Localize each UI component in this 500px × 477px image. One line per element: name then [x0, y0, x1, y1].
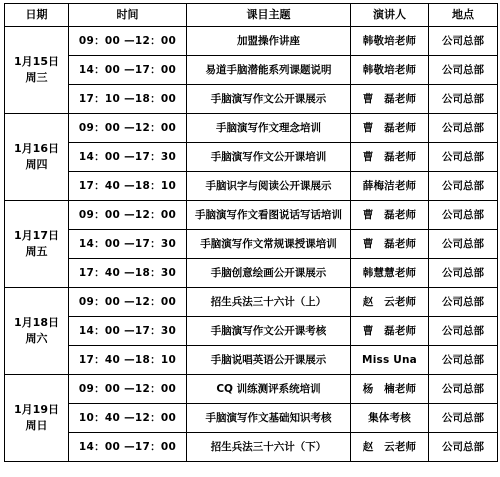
table-row [5, 259, 498, 288]
topic-cell: 招生兵法三十六计（上） [187, 288, 351, 317]
lecturer-cell: 韩慧慧老师 [351, 259, 429, 288]
date-cell [5, 375, 69, 462]
location-cell: 公司总部 [429, 172, 498, 201]
schedule-table [4, 3, 498, 462]
lecturer-cell: 曹 磊老师 [351, 143, 429, 172]
topic-cell: 加盟操作讲座 [187, 27, 351, 56]
time-cell: 09：00 —12：00 [69, 201, 187, 230]
date-cell [5, 288, 69, 375]
table-row [5, 27, 498, 56]
weekday-label: 周四 [25, 158, 48, 171]
location-cell: 公司总部 [429, 230, 498, 259]
time-cell: 14：00 —17：30 [69, 317, 187, 346]
date-label: 1月16日 [14, 142, 59, 155]
lecturer-cell: 曹 磊老师 [351, 114, 429, 143]
topic-cell: 手脑演写作文公开课培训 [187, 143, 351, 172]
time-cell: 17：40 —18：10 [69, 172, 187, 201]
table-row [5, 85, 498, 114]
header-row [5, 4, 498, 27]
time-cell: 14：00 —17：00 [69, 433, 187, 462]
location-cell: 公司总部 [429, 56, 498, 85]
topic-cell: 招生兵法三十六计（下） [187, 433, 351, 462]
topic-cell: 手脑识字与阅读公开课展示 [187, 172, 351, 201]
header-lecturer: 演讲人 [351, 4, 429, 27]
lecturer-cell: 集体考核 [351, 404, 429, 433]
location-cell: 公司总部 [429, 259, 498, 288]
lecturer-cell: 赵 云老师 [351, 433, 429, 462]
header-time: 时间 [69, 4, 187, 27]
topic-cell: 手脑创意绘画公开课展示 [187, 259, 351, 288]
location-cell: 公司总部 [429, 143, 498, 172]
table-row [5, 201, 498, 230]
time-cell: 14：00 —17：00 [69, 56, 187, 85]
date-label: 1月15日 [14, 55, 59, 68]
topic-cell: 手脑演写作文公开课展示 [187, 85, 351, 114]
location-cell: 公司总部 [429, 404, 498, 433]
schedule-body [5, 27, 498, 462]
topic-cell: 易道手脑潜能系列课题说明 [187, 56, 351, 85]
lecturer-cell: 韩敬培老师 [351, 27, 429, 56]
table-row [5, 288, 498, 317]
time-cell: 14：00 —17：30 [69, 230, 187, 259]
table-row [5, 433, 498, 462]
location-cell: 公司总部 [429, 317, 498, 346]
table-row [5, 346, 498, 375]
header-topic: 课目主题 [187, 4, 351, 27]
location-cell: 公司总部 [429, 114, 498, 143]
topic-cell: 手脑说唱英语公开课展示 [187, 346, 351, 375]
table-row [5, 230, 498, 259]
lecturer-cell: 曹 磊老师 [351, 317, 429, 346]
date-label: 1月18日 [14, 316, 59, 329]
topic-cell: 手脑演写作文常规课授课培训 [187, 230, 351, 259]
table-row [5, 404, 498, 433]
time-cell: 09：00 —12：00 [69, 114, 187, 143]
time-cell: 17：10 —18：00 [69, 85, 187, 114]
weekday-label: 周五 [25, 245, 48, 258]
lecturer-cell: 赵 云老师 [351, 288, 429, 317]
date-cell [5, 27, 69, 114]
table-row [5, 56, 498, 85]
time-cell: 17：40 —18：30 [69, 259, 187, 288]
lecturer-cell: 曹 磊老师 [351, 230, 429, 259]
time-cell: 09：00 —12：00 [69, 288, 187, 317]
lecturer-cell: 杨 楠老师 [351, 375, 429, 404]
lecturer-cell: 韩敬培老师 [351, 56, 429, 85]
date-label: 1月19日 [14, 403, 59, 416]
time-cell: 10：40 —12：00 [69, 404, 187, 433]
time-cell: 14：00 —17：30 [69, 143, 187, 172]
location-cell: 公司总部 [429, 433, 498, 462]
header-location: 地点 [429, 4, 498, 27]
lecturer-cell: 曹 磊老师 [351, 201, 429, 230]
topic-cell: 手脑演写作文基础知识考核 [187, 404, 351, 433]
time-cell: 09：00 —12：00 [69, 375, 187, 404]
weekday-label: 周三 [25, 71, 48, 84]
header-date: 日期 [5, 4, 69, 27]
topic-cell: CQ 训练测评系统培训 [187, 375, 351, 404]
location-cell: 公司总部 [429, 288, 498, 317]
weekday-label: 周六 [25, 332, 48, 345]
table-row [5, 375, 498, 404]
location-cell: 公司总部 [429, 201, 498, 230]
time-cell: 09：00 —12：00 [69, 27, 187, 56]
topic-cell: 手脑演写作文看图说话写话培训 [187, 201, 351, 230]
time-cell: 17：40 —18：10 [69, 346, 187, 375]
table-row [5, 143, 498, 172]
lecturer-cell: 曹 磊老师 [351, 85, 429, 114]
location-cell: 公司总部 [429, 375, 498, 404]
lecturer-cell: Miss Una [351, 346, 429, 375]
table-row [5, 317, 498, 346]
location-cell: 公司总部 [429, 27, 498, 56]
location-cell: 公司总部 [429, 85, 498, 114]
lecturer-cell: 薛梅洁老师 [351, 172, 429, 201]
date-cell [5, 114, 69, 201]
topic-cell: 手脑演写作文公开课考核 [187, 317, 351, 346]
date-label: 1月17日 [14, 229, 59, 242]
table-row [5, 172, 498, 201]
date-cell [5, 201, 69, 288]
weekday-label: 周日 [25, 419, 48, 432]
topic-cell: 手脑演写作文理念培训 [187, 114, 351, 143]
table-row [5, 114, 498, 143]
location-cell: 公司总部 [429, 346, 498, 375]
